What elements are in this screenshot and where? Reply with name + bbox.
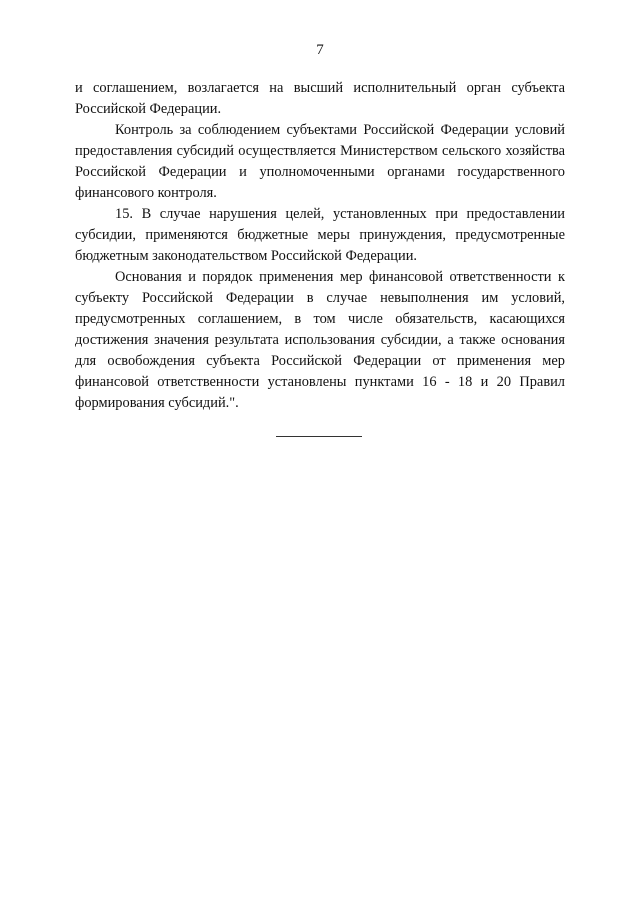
document-body bbox=[75, 78, 565, 414]
paragraph-grounds: Основания и порядок применения мер финансовой ответственности к субъекту Российской Федерации в случае невыполнения им условий, предусмотренных соглашением, в том числе обязательств, касающихся достижения значения результата использования субсидии, а также основания для освобождения субъекта Российской Федерации от применения мер финансовой ответственности установлены пунктами 16 - 18 и 20 Правил формирования субсидий.". bbox=[75, 269, 565, 411]
paragraph-item-15: 15. В случае нарушения целей, установленных при предоставлении субсидии, применяются бюджетные меры принуждения, предусмотренные бюджетным законодательством Российской Федерации. bbox=[75, 206, 565, 264]
paragraph-control: Контроль за соблюдением субъектами Российской Федерации условий предоставления субсидий осуществляется Министерством сельского хозяйства Российской Федерации и уполномоченными органами государственного финансового контроля. bbox=[75, 122, 565, 201]
page-number: 7 bbox=[316, 42, 324, 58]
end-separator-line bbox=[276, 436, 362, 437]
paragraph-continuation: и соглашением, возлагается на высший исполнительный орган субъекта Российской Федерации. bbox=[75, 80, 565, 117]
